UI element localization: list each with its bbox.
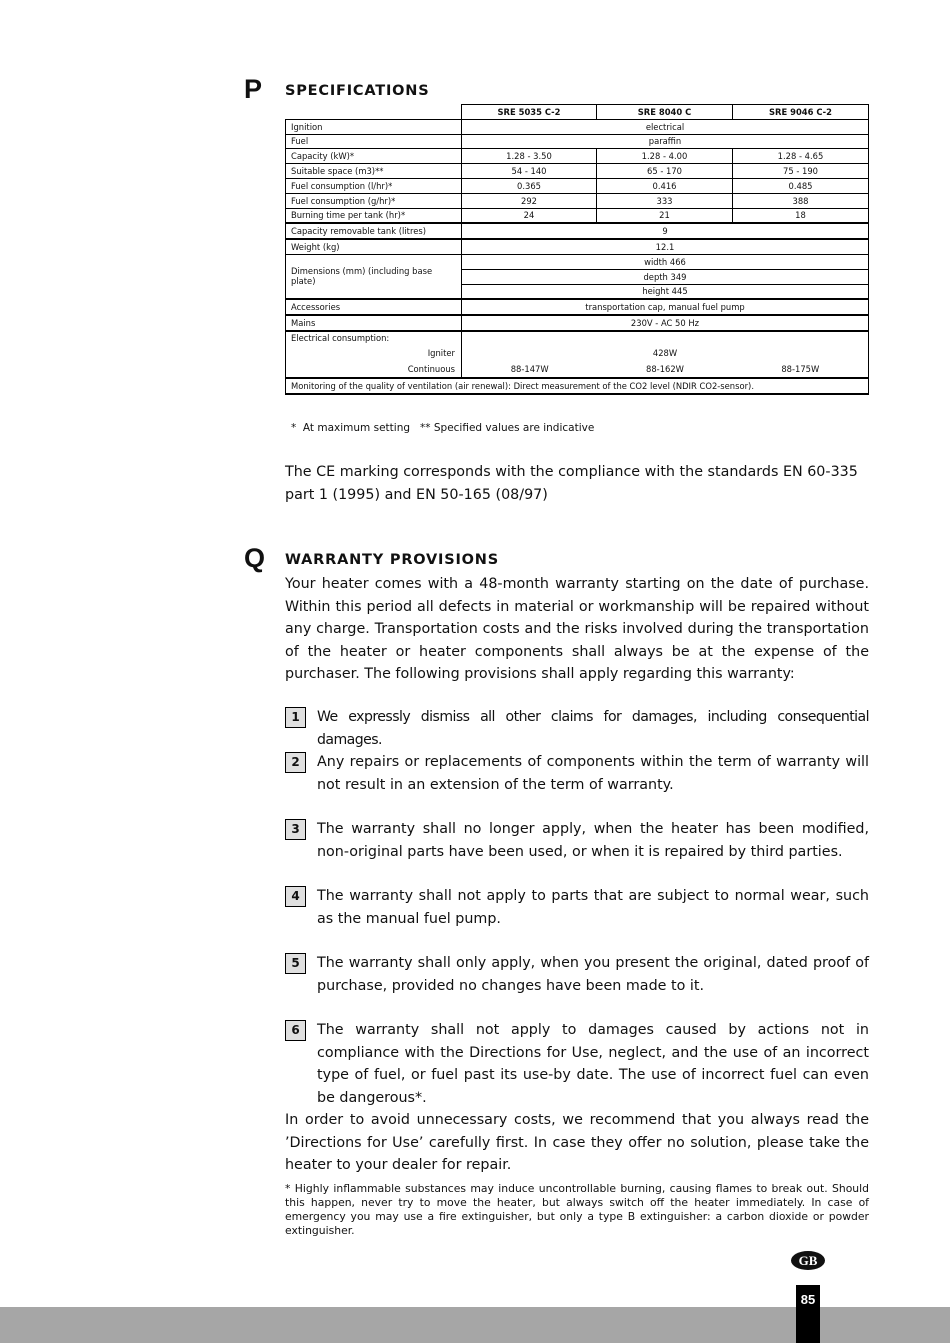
provision-number: 5	[285, 953, 306, 974]
cell-value: 18	[733, 208, 869, 223]
continuous-value: 88-147W	[510, 363, 549, 374]
continuous-value: 88-175W	[781, 363, 820, 374]
provision-item	[285, 1019, 869, 1109]
provision-text: The warranty shall not apply to parts that are subject to normal wear, such as the manual fuel pump.	[317, 888, 869, 927]
row-value: transportation cap, manual fuel pump	[462, 299, 869, 315]
electrical-label-cell	[286, 331, 462, 378]
language-badge: GB	[791, 1251, 825, 1270]
warranty-intro: Your heater comes with a 48-month warranty starting on the date of purchase. Within this period all defects in material or workmanship will be repaired without any charge. Transportation costs and the risks involved during the transportation of the heater or heater components shall always be at the expense of the purchaser. The following provisions shall apply regarding this warranty:	[285, 576, 869, 682]
table-row	[286, 134, 869, 149]
row-label: Capacity (kW)*	[286, 149, 462, 164]
electrical-label: Electrical consumption:	[291, 332, 390, 343]
row-label: Fuel consumption (l/hr)*	[286, 178, 462, 193]
row-label: Fuel consumption (g/hr)*	[286, 193, 462, 208]
model-header: SRE 9046 C-2	[733, 105, 869, 120]
cell-value: 388	[733, 193, 869, 208]
cell-value: 65 - 170	[597, 164, 733, 179]
table-row	[286, 119, 869, 134]
cell-value: 21	[597, 208, 733, 223]
table-row	[286, 223, 869, 239]
row-label: Fuel	[286, 134, 462, 149]
row-value: 9	[462, 223, 869, 239]
table-row	[286, 149, 869, 164]
row-value: 230V - AC 50 Hz	[462, 315, 869, 331]
table-row	[286, 331, 869, 378]
fire-footnote: * Highly inflammable substances may induce uncontrollable burning, causing flames to break out. Should this happen, never try to move the heater, but always switch off the heater immediately. In case of emergency you may use a fire extinguisher, but only a type B extinguisher: a carbon dioxide or powder extinguisher.	[285, 1182, 869, 1237]
cell-value: 0.365	[462, 178, 597, 193]
provision-number: 3	[285, 819, 306, 840]
provision-number: 6	[285, 1020, 306, 1041]
row-label: Suitable space (m3)**	[286, 164, 462, 179]
provision-number: 1	[285, 707, 306, 728]
cell-value: 75 - 190	[733, 164, 869, 179]
section-letter-q: Q	[244, 543, 266, 573]
provision-text: The warranty shall not apply to damages caused by actions not in compliance with the Directions for Use, neglect, and the use of an incorrect type of fuel, or fuel past its use-by date. The use of incorrect fuel can even be dangerous*.	[317, 1022, 869, 1106]
model-header: SRE 5035 C-2	[462, 105, 597, 120]
provision-item	[285, 751, 869, 796]
row-label: Dimensions (mm) (including base plate)	[286, 254, 462, 299]
cell-value: 333	[597, 193, 733, 208]
cell-value: 1.28 - 3.50	[462, 149, 597, 164]
igniter-label: Igniter	[427, 347, 455, 358]
specifications-table	[285, 104, 869, 395]
page-number: 85	[796, 1285, 820, 1343]
row-value: width 466	[462, 254, 869, 269]
electrical-value-cell	[462, 331, 869, 378]
closing-text: In order to avoid unnecessary costs, we recommend that you always read the ’Directions for Use’ carefully first. In case they offer no solution, please take the heater to your dealer for repair.	[285, 1112, 869, 1173]
warranty-title: WARRANTY PROVISIONS	[285, 552, 499, 568]
cell-value: 1.28 - 4.65	[733, 149, 869, 164]
specifications-title: SPECIFICATIONS	[285, 83, 430, 99]
table-row	[286, 315, 869, 331]
table-row	[286, 208, 869, 223]
cell-value: 292	[462, 193, 597, 208]
provision-item	[285, 952, 869, 997]
provision-text: The warranty shall only apply, when you present the original, dated proof of purchase, provided no changes have been made to it.	[317, 955, 869, 994]
provision-item	[285, 706, 869, 751]
provision-text: We expressly dismiss all other claims for damages, including consequential damages.	[317, 709, 869, 748]
cell-value: 0.485	[733, 178, 869, 193]
cell-value: 24	[462, 208, 597, 223]
table-header-row	[286, 105, 869, 120]
row-value: depth 349	[462, 269, 869, 284]
provision-item	[285, 885, 869, 930]
provision-number: 4	[285, 886, 306, 907]
row-value: paraffin	[462, 134, 869, 149]
provision-text: Any repairs or replacements of components within the term of warranty will not result in an extension of the term of warranty.	[317, 754, 869, 793]
cell-value: 54 - 140	[462, 164, 597, 179]
row-value: 12.1	[462, 239, 869, 254]
row-label: Mains	[286, 315, 462, 331]
continuous-values	[462, 361, 868, 377]
table-row	[286, 193, 869, 208]
table-row	[286, 178, 869, 193]
cell-value: 0.416	[597, 178, 733, 193]
row-label: Capacity removable tank (litres)	[286, 223, 462, 239]
monitoring-note: Monitoring of the quality of ventilation (air renewal): Direct measurement of the CO2 level (NDIR CO2-sensor).	[286, 378, 869, 394]
table-row	[286, 239, 869, 254]
provision-text: The warranty shall no longer apply, when the heater has been modified, non-original parts have been used, or when it is repaired by third parties.	[317, 821, 869, 860]
row-label: Burning time per tank (hr)*	[286, 208, 462, 223]
model-header: SRE 8040 C	[597, 105, 733, 120]
section-letter-p: P	[244, 74, 263, 104]
continuous-label: Continuous	[407, 363, 455, 374]
row-label: Accessories	[286, 299, 462, 315]
ce-marking-text: The CE marking corresponds with the compliance with the standards EN 60-335 part 1 (1995) and EN 50-165 (08/97)	[285, 464, 858, 503]
table-row	[286, 164, 869, 179]
provision-item	[285, 818, 869, 863]
provision-number: 2	[285, 752, 306, 773]
igniter-value: 428W	[652, 347, 678, 358]
continuous-value: 88-162W	[646, 363, 684, 374]
table-row	[286, 254, 869, 269]
table-row	[286, 378, 869, 394]
row-label: Ignition	[286, 119, 462, 134]
row-value: height 445	[462, 284, 869, 299]
table-footnote: * At maximum setting ** Specified values are indicative	[291, 422, 595, 434]
row-value: electrical	[462, 119, 869, 134]
row-label: Weight (kg)	[286, 239, 462, 254]
cell-value: 1.28 - 4.00	[597, 149, 733, 164]
table-row	[286, 299, 869, 315]
